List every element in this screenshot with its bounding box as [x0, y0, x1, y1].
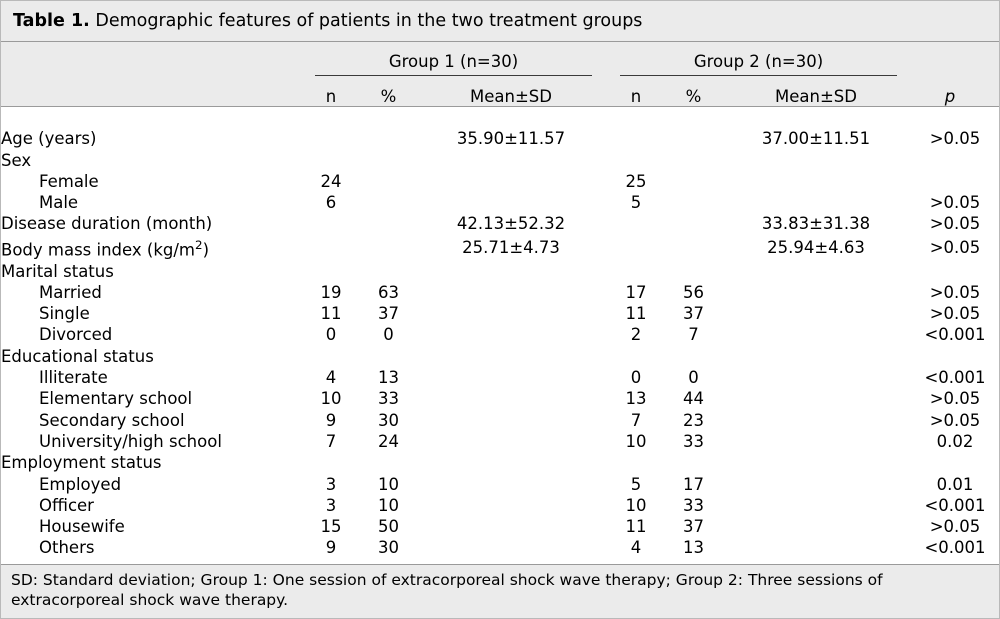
- row-g1-pct: 13: [378, 368, 399, 388]
- header-blank-p: [911, 42, 999, 76]
- row-g1-mean: [416, 150, 606, 171]
- row-g2-pct: 0: [688, 368, 699, 388]
- row-g2-mean: [721, 474, 911, 495]
- row-p-value: >0.05: [929, 214, 981, 234]
- table-row: [1, 150, 999, 171]
- body-grid: [1, 107, 999, 559]
- row-label: Body mass index $(kg/m^2)$: [1, 237, 210, 260]
- table-row: [1, 474, 999, 495]
- row-g2-mean: 33.83±31.38: [761, 214, 871, 234]
- row-p-value: >0.05: [929, 193, 981, 213]
- table-footnote: [1, 564, 999, 618]
- table-row: [1, 192, 999, 213]
- row-g2-mean: [721, 282, 911, 303]
- row-g2-mean: [721, 431, 911, 452]
- row-label: Secondary school: [39, 410, 185, 430]
- row-g1-mean: 42.13±52.32: [456, 214, 566, 234]
- table-body: [1, 107, 999, 559]
- row-p-value: >0.05: [929, 304, 981, 324]
- header-g2-mean: Mean±SD: [775, 87, 857, 106]
- table-row: [1, 324, 999, 345]
- row-label: Elementary school: [39, 389, 193, 409]
- row-g2-n: [606, 261, 666, 282]
- header-group-2: [606, 42, 911, 76]
- row-label: Female: [39, 171, 99, 191]
- row-g2-pct: 33: [683, 431, 704, 451]
- row-g1-mean: [416, 192, 606, 213]
- row-label: Others: [39, 538, 95, 558]
- row-g1-mean: [416, 346, 606, 367]
- row-g1-pct: [361, 346, 416, 367]
- row-g2-mean: [721, 367, 911, 388]
- row-g1-n: 15: [320, 517, 342, 537]
- row-g1-n: 0: [325, 325, 337, 345]
- row-g1-mean: [416, 474, 606, 495]
- table-row: [1, 495, 999, 516]
- row-label: Age (years): [1, 129, 97, 149]
- row-g1-pct: 30: [378, 538, 399, 558]
- row-p-value: [911, 452, 999, 473]
- row-g2-mean: [721, 303, 911, 324]
- row-label: Single: [39, 304, 90, 324]
- table-row: [1, 213, 999, 234]
- table-row: [1, 410, 999, 431]
- table-number-label: Table 1.: [13, 11, 90, 31]
- row-g2-mean: [721, 261, 911, 282]
- row-g1-pct: 10: [378, 474, 399, 494]
- row-p-value: [911, 171, 999, 192]
- row-g2-pct: 56: [683, 282, 704, 302]
- header-sub-blank: [1, 76, 301, 106]
- row-g2-n: 0: [630, 368, 642, 388]
- row-g2-pct: 23: [683, 410, 704, 430]
- row-g2-n: [606, 150, 666, 171]
- row-g2-n: [606, 235, 666, 261]
- row-g2-n: 5: [630, 193, 642, 213]
- header-g1-n: n: [325, 87, 337, 106]
- row-g1-n: 9: [325, 410, 337, 430]
- row-g1-pct: 50: [378, 517, 399, 537]
- row-g1-n: [301, 213, 361, 234]
- row-p-value: <0.001: [924, 325, 986, 345]
- row-label: Employment status: [1, 453, 162, 473]
- row-label: Male: [39, 193, 79, 213]
- row-g2-pct: 7: [688, 325, 699, 345]
- header-g1-mean: Mean±SD: [470, 87, 552, 106]
- row-g1-pct: [361, 128, 416, 149]
- row-label: Marital status: [1, 261, 114, 281]
- row-g1-pct: [361, 452, 416, 473]
- row-g1-n: [301, 150, 361, 171]
- row-label: Divorced: [39, 325, 113, 345]
- row-g1-n: [301, 452, 361, 473]
- row-g2-pct: 44: [683, 389, 704, 409]
- row-p-value: >0.05: [929, 129, 981, 149]
- row-g1-mean: [416, 516, 606, 537]
- row-g2-n: 2: [630, 325, 642, 345]
- row-g1-n: 7: [325, 431, 337, 451]
- table-row: [1, 282, 999, 303]
- row-label: University/high school: [39, 431, 222, 451]
- header-group-1-label: Group 1 (n=30): [315, 52, 592, 76]
- row-g2-n: [606, 213, 666, 234]
- row-g2-n: 4: [630, 538, 642, 558]
- row-g2-pct: [666, 261, 721, 282]
- row-g2-mean: [721, 410, 911, 431]
- row-g2-n: 5: [630, 474, 642, 494]
- table-title: [1, 1, 999, 42]
- row-p-value: [911, 150, 999, 171]
- header-g2-n: n: [630, 87, 642, 106]
- header-group-1: [301, 42, 606, 76]
- row-g1-n: 10: [320, 389, 342, 409]
- row-label: Housewife: [39, 517, 125, 537]
- body-spacer-cell: [1, 107, 999, 128]
- row-g1-mean: [416, 537, 606, 558]
- row-label: Sex: [1, 150, 32, 170]
- row-g1-pct: 10: [378, 495, 399, 515]
- header-group-row: [1, 42, 999, 76]
- header-subrow: [1, 76, 999, 106]
- row-g2-pct: [666, 150, 721, 171]
- header-g2-pct: %: [685, 87, 702, 106]
- row-g2-n: 13: [625, 389, 647, 409]
- row-g2-pct: [666, 171, 721, 192]
- row-label: Married: [39, 282, 102, 302]
- row-g2-mean: [721, 495, 911, 516]
- row-g2-n: 7: [630, 410, 642, 430]
- row-g2-mean: [721, 452, 911, 473]
- row-p-value: 0.02: [936, 431, 974, 451]
- row-g1-pct: [361, 192, 416, 213]
- row-g2-mean: [721, 516, 911, 537]
- row-g1-pct: 33: [378, 389, 399, 409]
- row-g2-n: [606, 128, 666, 149]
- header-p-value: p: [944, 87, 956, 106]
- row-g2-pct: 37: [683, 304, 704, 324]
- row-label: Employed: [39, 474, 122, 494]
- row-g1-n: 24: [320, 171, 342, 191]
- row-g1-n: 19: [320, 282, 342, 302]
- table-row: [1, 303, 999, 324]
- row-g2-n: 11: [625, 517, 647, 537]
- row-p-value: >0.05: [929, 238, 981, 258]
- row-g1-mean: [416, 367, 606, 388]
- row-g1-pct: 63: [378, 282, 399, 302]
- row-g1-pct: [361, 261, 416, 282]
- row-g2-n: [606, 452, 666, 473]
- row-g1-mean: [416, 171, 606, 192]
- row-g2-mean: [721, 346, 911, 367]
- row-g1-n: 6: [325, 193, 337, 213]
- row-g1-pct: 37: [378, 304, 399, 324]
- row-label: Educational status: [1, 346, 154, 366]
- row-g2-n: 17: [625, 282, 647, 302]
- row-g2-pct: 13: [683, 538, 704, 558]
- row-g1-mean: [416, 452, 606, 473]
- row-g1-pct: [361, 213, 416, 234]
- row-g2-n: 10: [625, 431, 647, 451]
- row-p-value: <0.001: [924, 538, 986, 558]
- row-g2-n: 11: [625, 304, 647, 324]
- row-p-value: [911, 346, 999, 367]
- table-row: [1, 388, 999, 409]
- header-g1-pct: %: [380, 87, 397, 106]
- row-g2-pct: [666, 128, 721, 149]
- table-row: [1, 171, 999, 192]
- row-g2-pct: 37: [683, 517, 704, 537]
- row-g2-pct: [666, 235, 721, 261]
- header-blank-label: [1, 42, 301, 76]
- row-g2-mean: [721, 150, 911, 171]
- row-p-value: [911, 261, 999, 282]
- row-p-value: >0.05: [929, 410, 981, 430]
- row-g2-n: 25: [625, 171, 647, 191]
- row-g2-pct: [666, 346, 721, 367]
- row-g1-pct: 24: [378, 431, 399, 451]
- row-g1-pct: [361, 235, 416, 261]
- table-row: [1, 537, 999, 558]
- row-g2-pct: [666, 192, 721, 213]
- row-g1-n: [301, 128, 361, 149]
- row-g1-mean: [416, 324, 606, 345]
- table-caption-text: Demographic features of patients in the two treatment groups: [89, 11, 643, 31]
- table-row: [1, 235, 999, 261]
- row-p-value: 0.01: [936, 474, 974, 494]
- row-g1-n: [301, 261, 361, 282]
- row-label: Disease duration (month): [1, 214, 213, 234]
- row-g1-n: 11: [320, 304, 342, 324]
- row-g1-n: [301, 346, 361, 367]
- row-p-value: <0.001: [924, 495, 986, 515]
- row-g1-n: 3: [325, 474, 337, 494]
- row-g2-mean: [721, 192, 911, 213]
- row-p-value: >0.05: [929, 389, 981, 409]
- row-g1-pct: [361, 150, 416, 171]
- row-g1-pct: 30: [378, 410, 399, 430]
- superscript: 2: [195, 237, 203, 252]
- row-g1-mean: 25.71±4.73: [462, 238, 560, 258]
- row-p-value: >0.05: [929, 517, 981, 537]
- row-g1-mean: 35.90±11.57: [456, 129, 566, 149]
- table-row: [1, 516, 999, 537]
- body-spacer-row: [1, 107, 999, 128]
- row-g2-mean: [721, 171, 911, 192]
- row-label: Illiterate: [39, 368, 108, 388]
- row-g1-mean: [416, 303, 606, 324]
- table-row: [1, 128, 999, 149]
- row-g1-n: 4: [325, 368, 337, 388]
- row-g1-pct: 0: [383, 325, 394, 345]
- row-g2-mean: [721, 537, 911, 558]
- row-g1-mean: [416, 495, 606, 516]
- row-g2-n: [606, 346, 666, 367]
- table-header: [1, 42, 999, 107]
- row-g2-mean: 25.94±4.63: [767, 238, 865, 258]
- row-g2-mean: [721, 388, 911, 409]
- row-g2-pct: [666, 452, 721, 473]
- row-label: Officer: [39, 495, 94, 515]
- row-p-value: <0.001: [924, 368, 986, 388]
- row-g1-mean: [416, 388, 606, 409]
- row-g1-mean: [416, 431, 606, 452]
- table-row: [1, 346, 999, 367]
- table-row: [1, 261, 999, 282]
- table-row: [1, 431, 999, 452]
- header-group-2-label: Group 2 (n=30): [620, 52, 897, 76]
- row-g2-pct: 33: [683, 495, 704, 515]
- row-g2-pct: 17: [683, 474, 704, 494]
- row-g1-mean: [416, 261, 606, 282]
- table-row: [1, 367, 999, 388]
- row-g2-mean: 37.00±11.51: [761, 129, 871, 149]
- table-row: [1, 452, 999, 473]
- body-rows: [1, 128, 999, 558]
- row-g2-pct: [666, 213, 721, 234]
- row-g1-n: [301, 235, 361, 261]
- row-g2-n: 10: [625, 495, 647, 515]
- row-g1-n: 3: [325, 495, 337, 515]
- header-grid: [1, 42, 999, 106]
- row-g1-mean: [416, 282, 606, 303]
- row-g1-pct: [361, 171, 416, 192]
- footnote-text: SD: Standard deviation; Group 1: One session of extracorporeal shock wave therapy; Group 2: Three sessions of extracorporeal shock wave therapy.: [11, 571, 883, 610]
- row-g1-n: 9: [325, 538, 337, 558]
- row-p-value: >0.05: [929, 282, 981, 302]
- row-g1-mean: [416, 410, 606, 431]
- row-g2-mean: [721, 324, 911, 345]
